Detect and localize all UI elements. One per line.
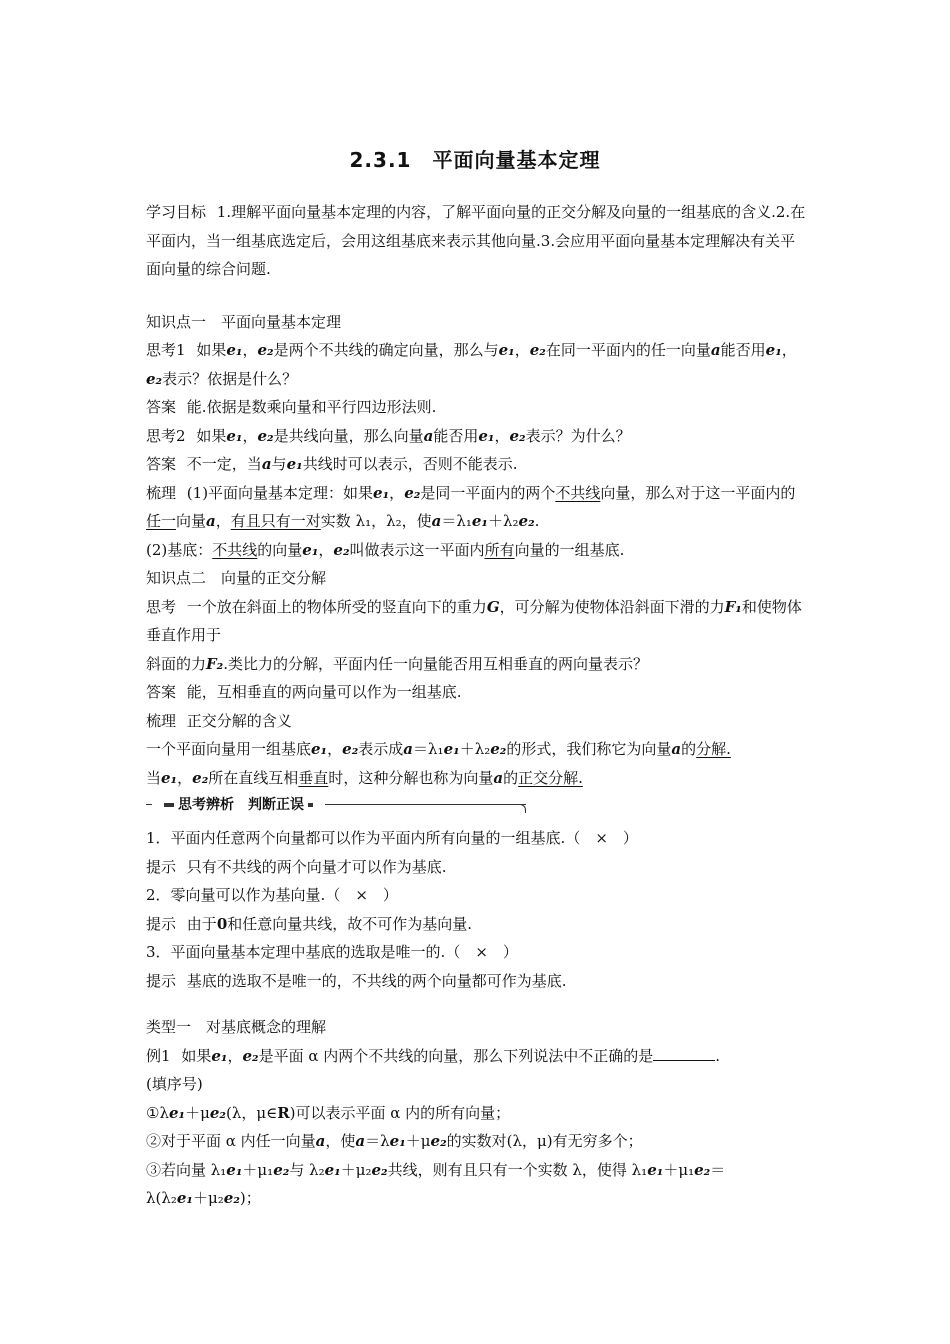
learning-objectives — [146, 198, 810, 284]
section-heading-3: 类型一 对基底概念的理解 — [146, 1018, 327, 1036]
answer-1: 答案 能.依据是数乘向量和平行四边形法则. — [146, 398, 437, 416]
box-title-wrap — [152, 794, 325, 816]
dash-icon — [308, 803, 313, 807]
option-2: ②对于平面 α 内任一向量a，使a＝λe₁＋μe₂的实数对(λ，μ)有无穷多个； — [146, 1132, 643, 1150]
think-3-cont: 斜面的力F₂.类比力的分解，平面内任一向量能否用互相垂直的两向量表示？ — [146, 654, 649, 673]
think-3: 思考 一个放在斜面上的物体所受的竖直向下的重力G，可分解为使物体沿斜面下滑的力F₁和使物体垂直作用于 — [146, 597, 802, 644]
answer-blank[interactable] — [653, 1042, 715, 1061]
summary-1-basis: (2)基底：不共线的向量e₁，e₂叫做表示这一平面内所有向量的一组基底. — [146, 540, 625, 559]
think-2: 思考2 如果e₁，e₂是共线向量，那么向量a能否用e₁，e₂表示？为什么？ — [146, 426, 631, 445]
answer-2: 答案 不一定，当a与e₁共线时可以表示，否则不能表示. — [146, 455, 518, 473]
judge-hint-3: 提示 基底的选取不是唯一的，不共线的两个向量都可作为基底. — [146, 971, 567, 990]
summary-1: 梳理 (1)平面向量基本定理：如果e₁，e₂是同一平面内的两个不共线向量，那么对于这一平面内的任一向量a，有且只有一对实数 λ₁，λ₂，使a＝λ₁e₁＋λ₂e₂. — [146, 483, 796, 530]
page-title: 2.3.1 平面向量基本定理 — [349, 148, 601, 172]
option-1: ①λe₁＋μe₂(λ，μ∈R)可以表示平面 α 内的所有向量； — [146, 1103, 511, 1122]
judge-question-3: 3．平面向量基本定理中基底的选取是唯一的.（ × ） — [146, 943, 518, 961]
judge-hint-1: 提示 只有不共线的两个向量才可以作为基底. — [146, 857, 447, 876]
dash-icon — [164, 803, 174, 807]
option-3-cont: λ(λ₂e₁＋μ₂e₂)； — [146, 1189, 261, 1207]
option-3: ③若向量 λ₁e₁＋μ₁e₂与 λ₂e₁＋μ₂e₂共线，则有且只有一个实数 λ，使得 λ₁e₁＋μ₁e₂＝ — [146, 1160, 726, 1179]
judge-question-2: 2．零向量可以作为基向量.（ × ） — [146, 886, 398, 904]
summary-2-cont: 当e₁，e₂所在直线互相垂直时，这种分解也称为向量a的正交分解. — [146, 768, 583, 787]
box-corner — [517, 804, 526, 813]
section-heading-2: 知识点二 向量的正交分解 — [146, 569, 327, 587]
judge-question-1: 1．平面内任意两个向量都可以作为平面内所有向量的一组基底.（ × ） — [146, 829, 638, 847]
judge-box-header — [146, 794, 526, 818]
summary-2-head: 梳理 正交分解的含义 — [146, 711, 292, 730]
box-title: 思考辨析 判断正误 — [178, 797, 304, 813]
document-body — [146, 198, 810, 1213]
example-1-note: (填序号) — [146, 1075, 203, 1093]
example-1: 例1 如果e₁，e₂是平面 α 内两个不共线的向量，那么下列说法中不正确的是 . — [146, 1042, 810, 1071]
objectives-text: 1.理解平面向量基本定理的内容，了解平面向量的正交分解及向量的一组基底的含义.2.在平面内，当一组基底选定后，会用这组基底来表示其他向量.3.会应用平面向量基本定理解决有关平面向量的综合问题. — [146, 203, 806, 278]
summary-2: 一个平面向量用一组基底e₁，e₂表示成a＝λ₁e₁＋λ₂e₂的形式，我们称它为向量a的分解. — [146, 740, 731, 758]
objectives-label: 学习目标 — [146, 203, 207, 221]
answer-3: 答案 能，互相垂直的两向量可以作为一组基底. — [146, 683, 462, 701]
judge-hint-2: 提示 由于0和任意向量共线，故不可作为基向量. — [146, 914, 473, 933]
think-1: 思考1 如果e₁，e₂是两个不共线的确定向量，那么与e₁，e₂在同一平面内的任一向量a能否用e₁，e₂表示？依据是什么？ — [146, 341, 797, 388]
section-heading-1: 知识点一 平面向量基本定理 — [146, 312, 342, 331]
